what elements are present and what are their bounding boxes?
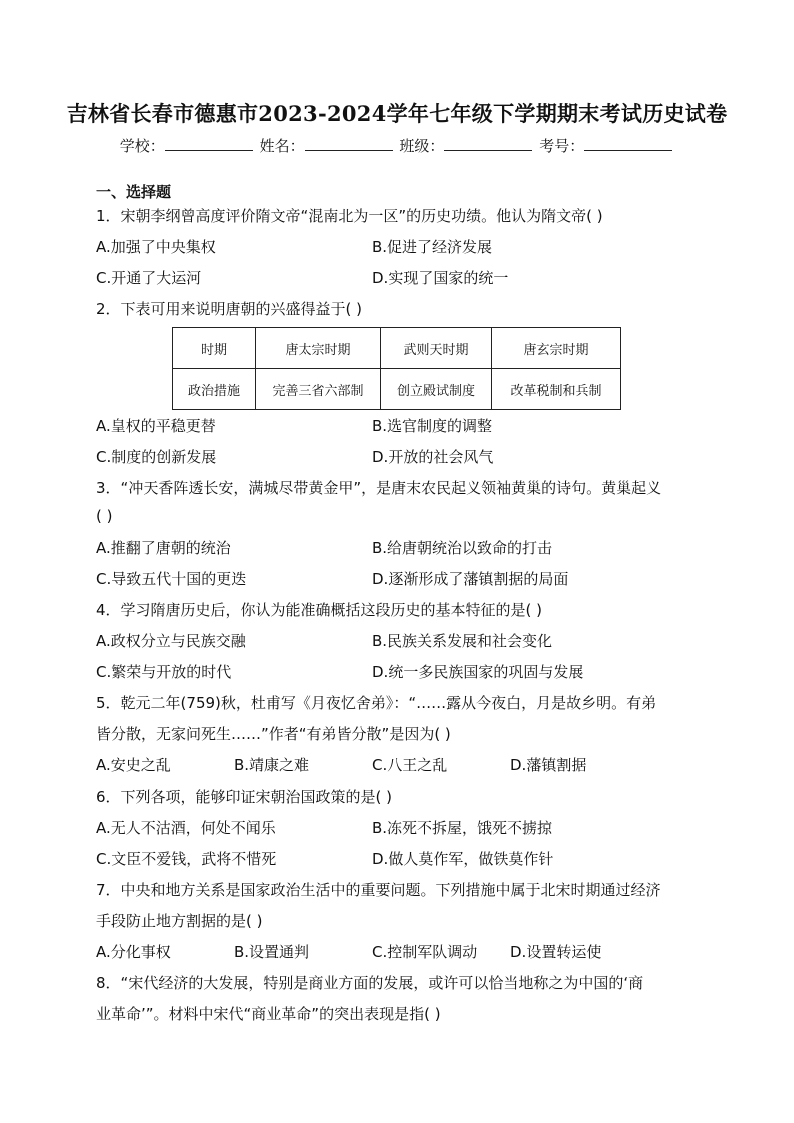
q6-option-d: D.做人莫作军，做铁莫作针 [372, 850, 554, 868]
q7-stem: 7．中央和地方关系是国家政治生活中的重要问题。下列措施中属于北宋时期通过经济 [96, 881, 661, 899]
q4-stem: 4．学习隋唐历史后，你认为能准确概括这段历史的基本特征的是( ) [96, 601, 543, 619]
q1-option-b: B.促进了经济发展 [372, 238, 493, 256]
table-header-row [173, 328, 621, 369]
q6-option-a: A.无人不沽酒，何处不闻乐 [96, 819, 276, 837]
q4-option-a: A.政权分立与民族交融 [96, 632, 246, 650]
q2-option-a: A.皇权的平稳更替 [96, 417, 216, 435]
q1-stem: 1．宋朝李纲曾高度评价隋文帝“混南北为一区”的历史功绩。他认为隋文帝( ) [96, 207, 603, 225]
table-cell: 唐玄宗时期 [492, 328, 621, 369]
q6-option-c: C.文臣不爱钱，武将不惜死 [96, 850, 277, 868]
table-row [173, 369, 621, 410]
school-blank[interactable] [165, 136, 253, 151]
name-label: 姓名： [259, 137, 305, 155]
q1-option-d: D.实现了国家的统一 [372, 269, 509, 287]
q3-stem-cont: ( ) [96, 507, 113, 525]
section-heading: 一、选择题 [96, 183, 172, 201]
q8-stem-cont: 业革命’”。材料中宋代“商业革命”的突出表现是指( ) [96, 1005, 441, 1023]
page-title: 吉林省长春市德惠市2023-2024学年七年级下学期期末考试历史试卷 [66, 101, 728, 126]
student-info-line [0, 135, 794, 156]
q8-stem: 8．“宋代经济的大发展，特别是商业方面的发展，或许可以恰当地称之为中国的‘商 [96, 974, 644, 992]
table-cell: 时期 [173, 328, 256, 369]
table-cell: 创立殿试制度 [381, 369, 492, 410]
q7-stem-cont: 手段防止地方割据的是( ) [96, 912, 263, 930]
q5-option-d: D.藩镇割据 [510, 756, 587, 774]
class-label: 班级： [399, 137, 445, 155]
q5-stem: 5．乾元二年(759)秋，杜甫写《月夜忆舍弟》：“……露从今夜白，月是故乡明。有弟 [96, 694, 657, 712]
name-blank[interactable] [305, 136, 393, 151]
q3-option-b: B.给唐朝统治以致命的打击 [372, 539, 553, 557]
table-cell: 武则天时期 [381, 328, 492, 369]
q4-option-d: D.统一多民族国家的巩固与发展 [372, 663, 584, 681]
q7-option-d: D.设置转运使 [510, 943, 602, 961]
q3-stem: 3．“冲天香阵透长安，满城尽带黄金甲”，是唐末农民起义领袖黄巢的诗句。黄巢起义 [96, 479, 662, 497]
q6-stem: 6．下列各项，能够印证宋朝治国政策的是( ) [96, 788, 393, 806]
q5-stem-cont: 皆分散，无家问死生……”作者“有弟皆分散”是因为( ) [96, 725, 451, 743]
q6-option-b: B.冻死不拆屋，饿死不掳掠 [372, 819, 553, 837]
q2-option-c: C.制度的创新发展 [96, 448, 217, 466]
q5-option-b: B.靖康之难 [234, 756, 310, 774]
q1-option-c: C.开通了大运河 [96, 269, 202, 287]
class-blank[interactable] [444, 136, 532, 151]
q2-table [172, 327, 621, 410]
q7-option-c: C.控制军队调动 [372, 943, 478, 961]
q7-option-a: A.分化事权 [96, 943, 171, 961]
number-label: 考号： [539, 137, 585, 155]
q4-option-c: C.繁荣与开放的时代 [96, 663, 232, 681]
number-blank[interactable] [584, 136, 672, 151]
q2-option-d: D.开放的社会风气 [372, 448, 494, 466]
q4-option-b: B.民族关系发展和社会变化 [372, 632, 553, 650]
q3-option-a: A.推翻了唐朝的统治 [96, 539, 231, 557]
q5-option-c: C.八王之乱 [372, 756, 448, 774]
table-cell: 唐太宗时期 [256, 328, 381, 369]
q7-option-b: B.设置通判 [234, 943, 310, 961]
school-label: 学校： [119, 137, 165, 155]
table-cell: 改革税制和兵制 [492, 369, 621, 410]
q3-option-c: C.导致五代十国的更迭 [96, 570, 247, 588]
table-cell: 政治措施 [173, 369, 256, 410]
q1-option-a: A.加强了中央集权 [96, 238, 216, 256]
q2-option-b: B.选官制度的调整 [372, 417, 493, 435]
q2-stem: 2．下表可用来说明唐朝的兴盛得益于( ) [96, 300, 363, 318]
q3-option-d: D.逐渐形成了藩镇割据的局面 [372, 570, 569, 588]
q5-option-a: A.安史之乱 [96, 756, 171, 774]
table-cell: 完善三省六部制 [256, 369, 381, 410]
